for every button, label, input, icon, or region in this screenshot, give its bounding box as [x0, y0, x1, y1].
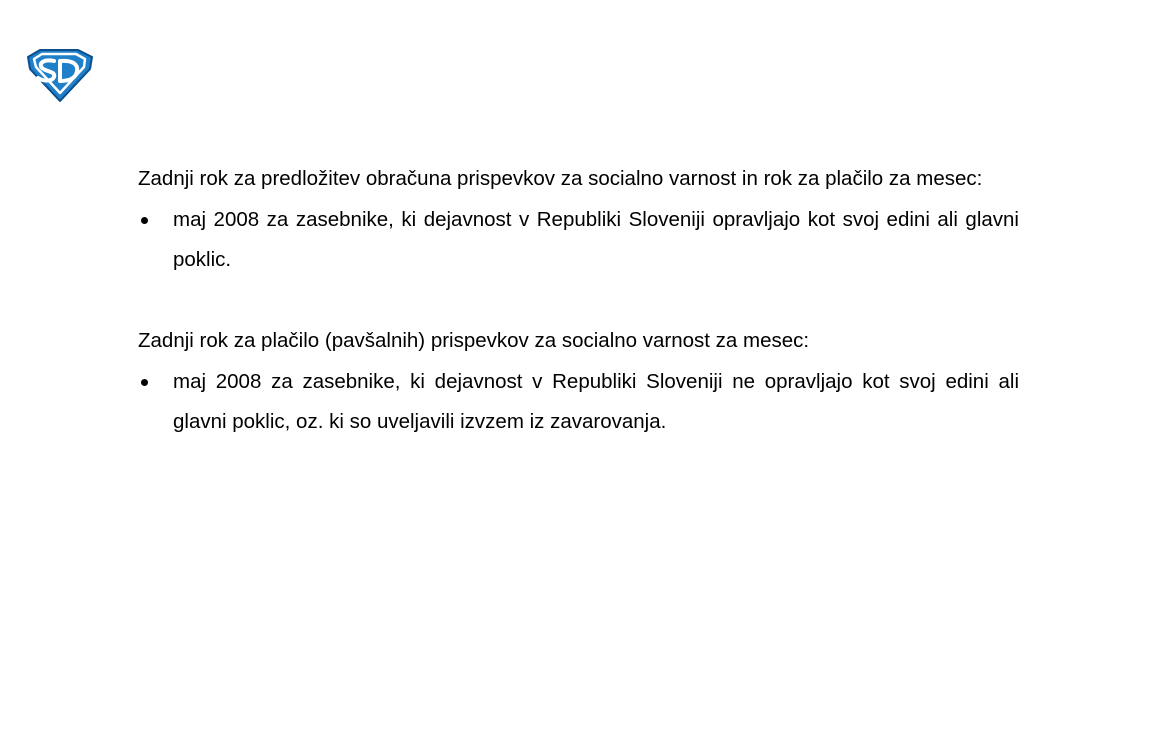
sd-shield-logo-icon: [22, 47, 96, 105]
list-item-text: maj 2008 za zasebnike, ki dejavnost v Republiki Sloveniji opravljajo kot svoj edini ali glavni poklic.: [173, 207, 1019, 271]
section-1-heading: Zadnji rok za predložitev obračuna prispevkov za socialno varnost in rok za plačilo za mesec:: [138, 167, 983, 190]
bullet-icon: [141, 379, 148, 386]
list-item-text: maj 2008 za zasebnike, ki dejavnost v Republiki Sloveniji ne opravljajo kot svoj edini ali glavni poklic, oz. ki so uveljavili izvzem iz zavarovanja.: [173, 369, 1019, 433]
section-2-list: [138, 362, 1019, 443]
list-item: [138, 362, 1019, 443]
section-1-list: [138, 200, 1019, 281]
bullet-icon: [141, 217, 148, 224]
section-2-heading: Zadnji rok za plačilo (pavšalnih) prispevkov za socialno varnost za mesec:: [138, 329, 810, 352]
section-spacer: [138, 281, 1019, 322]
document-body: [138, 159, 1019, 443]
list-item: [138, 200, 1019, 281]
